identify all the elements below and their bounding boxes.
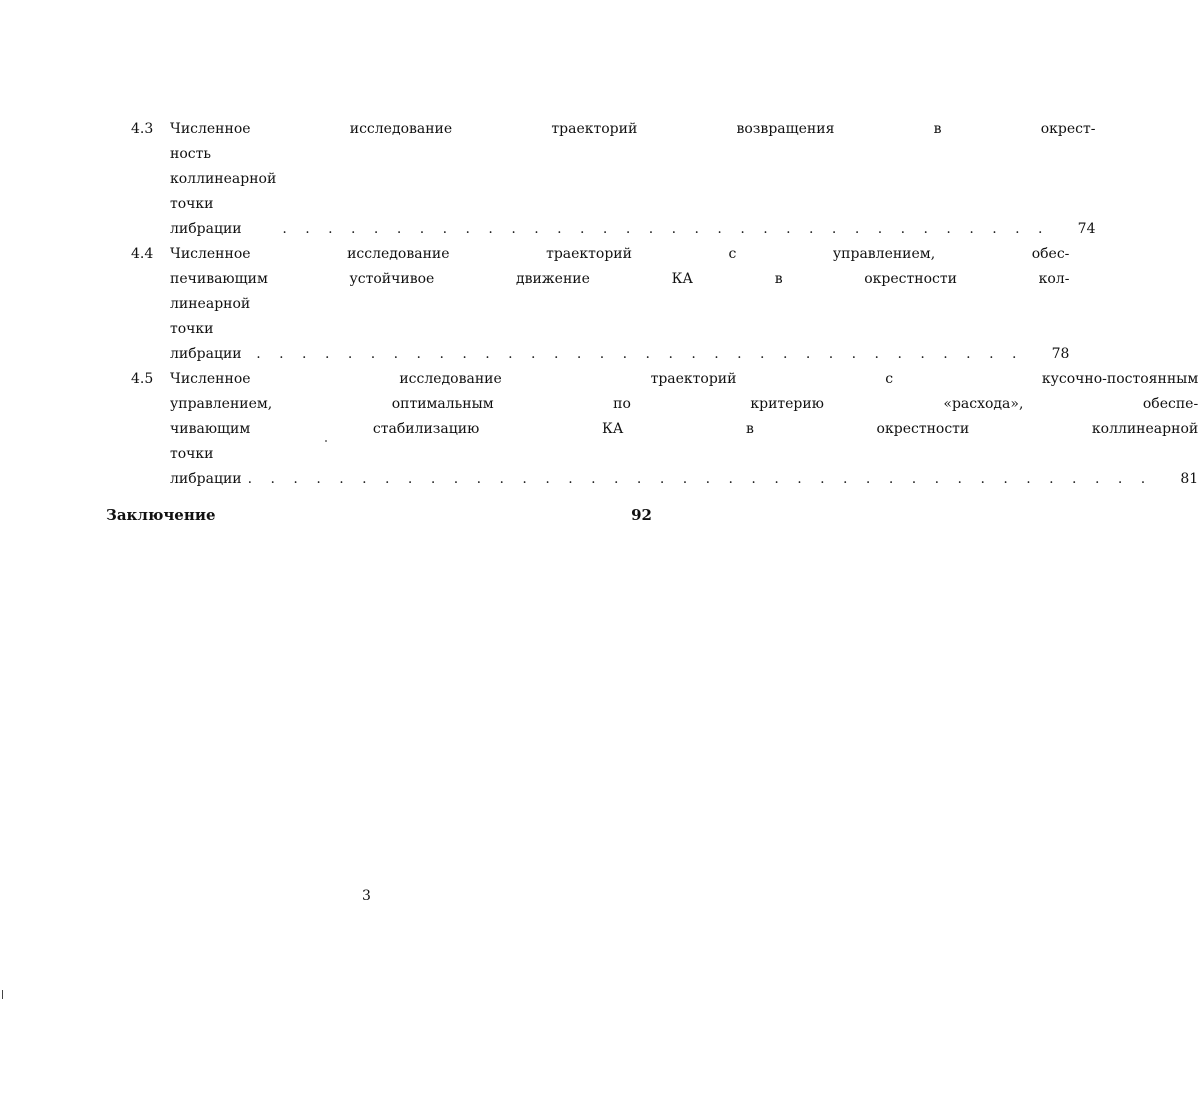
toc-entry-line: Численное исследование траекторий с кусочно-постоянным [170,371,1198,387]
toc-entry-4-4 [106,242,1070,367]
toc-entry-number: 4.5 [131,371,154,387]
toc-entry-number: 4.3 [131,121,154,137]
toc-entry-text [170,367,1198,492]
toc-entry-4-5 [106,367,1198,492]
toc-entry-text [170,242,1069,367]
toc-entry-line: Численное исследование траекторий возвращения в окрест- [170,121,1096,137]
page-number-footer: 3 [362,888,371,904]
toc-entry-line: управлением, оптимальным по критерию «расхода», обеспе- [170,396,1198,412]
toc-chapter-page-number: 92 [631,506,652,524]
toc-entry-text [170,117,1095,242]
toc-entry-line: ность коллинеарной точки либрации [170,146,277,237]
toc-chapter-title: Заключение [106,506,216,524]
toc-entry-4-3 [106,117,1096,242]
toc-entry-line: чивающим стабилизацию КА в окрестности коллинеарной [170,421,1198,437]
toc-entry-number: 4.4 [131,246,154,262]
dot-leader: . . . . . . . . . . . . . . . . . . . . . . . . . . . . . . . . . . . . . . . . [247,471,1153,487]
dot-leader: . . . . . . . . . . . . . . . . . . . . . . . . . . . . . . . . . . [256,346,1024,362]
toc-entry-last-line [170,442,1198,492]
dot-leader: . . . . . . . . . . . . . . . . . . . . . . . . . . . . . . . . . . [282,221,1050,237]
toc-entry-line: печивающим устойчивое движение КА в окрестности кол- [170,271,1070,287]
toc-chapter-conclusion [106,503,652,527]
toc-entry-last-line [170,292,1069,367]
toc-entry-line: точки либрации [170,446,242,487]
scan-edge-mark [2,990,3,999]
toc-page-number: 74 [1077,221,1096,237]
table-of-contents [106,117,1198,527]
toc-page-number: 81 [1180,471,1198,487]
toc-page-number: 78 [1051,346,1070,362]
toc-entry-line: Численное исследование траекторий с управлением, обес- [170,246,1070,262]
toc-entry-last-line [170,142,1095,242]
scan-speck [325,440,327,442]
toc-entry-line: линеарной точки либрации [170,296,251,362]
